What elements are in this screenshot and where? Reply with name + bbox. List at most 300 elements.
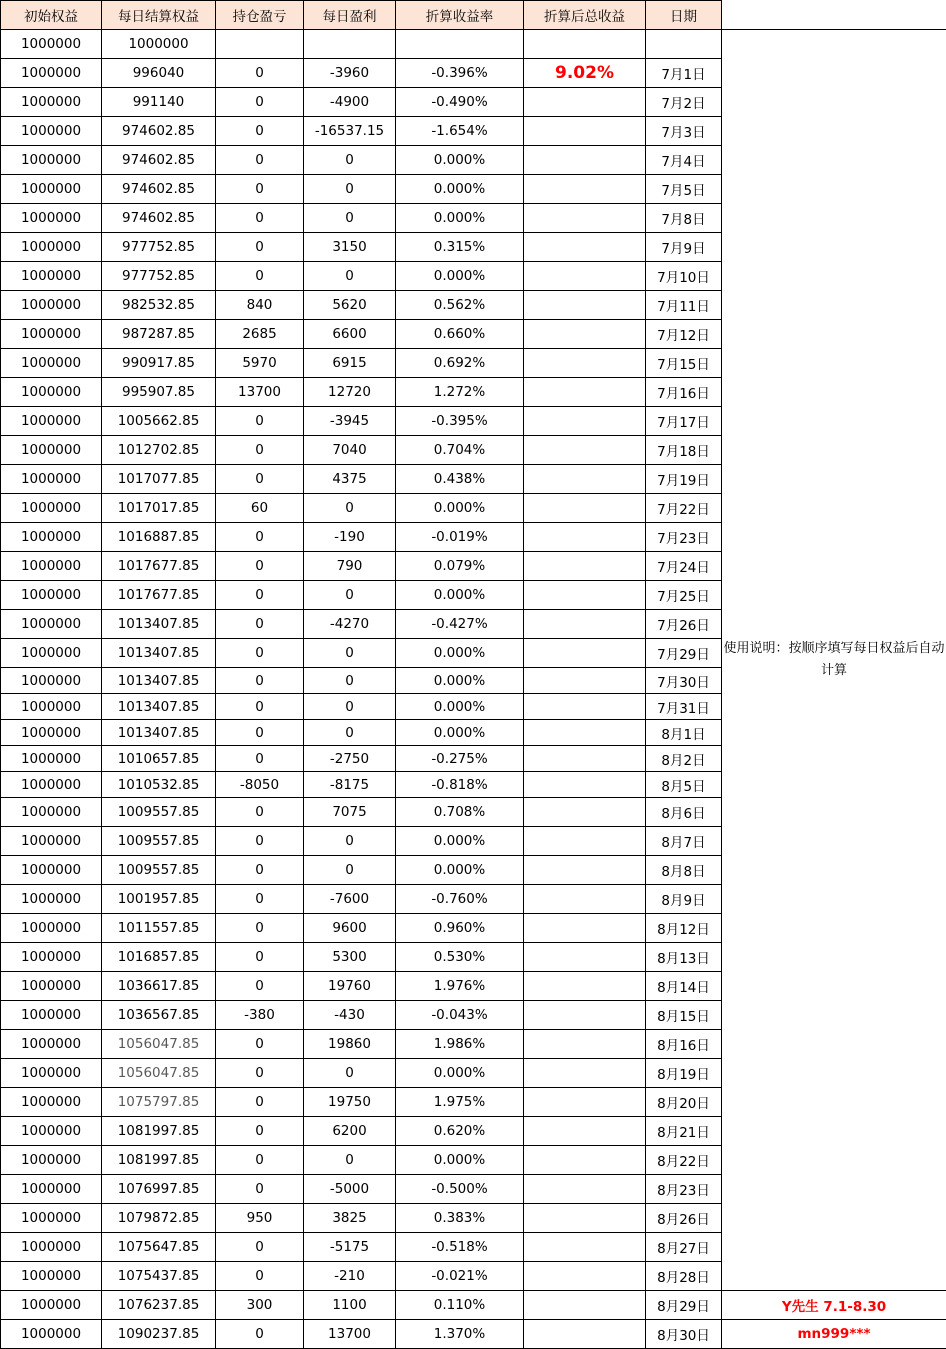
- date-cell[interactable]: 7月30日: [646, 668, 722, 694]
- daily-profit-cell[interactable]: 0: [304, 639, 396, 668]
- daily-profit-cell[interactable]: -430: [304, 1001, 396, 1030]
- total-return-cell[interactable]: [524, 1001, 646, 1030]
- settle-equity-cell[interactable]: 977752.85: [102, 233, 216, 262]
- header-cell[interactable]: 每日盈利: [304, 1, 396, 30]
- total-return-cell[interactable]: [524, 233, 646, 262]
- total-return-cell[interactable]: [524, 349, 646, 378]
- initial-equity-cell[interactable]: 1000000: [1, 943, 102, 972]
- initial-equity-cell[interactable]: 1000000: [1, 772, 102, 798]
- daily-profit-cell[interactable]: -16537.15: [304, 117, 396, 146]
- total-return-cell[interactable]: [524, 943, 646, 972]
- total-return-cell[interactable]: [524, 772, 646, 798]
- initial-equity-cell[interactable]: 1000000: [1, 856, 102, 885]
- total-return-cell[interactable]: [524, 1146, 646, 1175]
- settle-equity-cell[interactable]: 1011557.85: [102, 914, 216, 943]
- settle-equity-cell[interactable]: 1012702.85: [102, 436, 216, 465]
- settle-equity-cell[interactable]: 1075437.85: [102, 1262, 216, 1291]
- date-cell[interactable]: 8月9日: [646, 885, 722, 914]
- date-cell[interactable]: 7月3日: [646, 117, 722, 146]
- daily-profit-cell[interactable]: 6200: [304, 1117, 396, 1146]
- date-cell[interactable]: 7月9日: [646, 233, 722, 262]
- settle-equity-cell[interactable]: 974602.85: [102, 117, 216, 146]
- position-pnl-cell[interactable]: 0: [216, 204, 304, 233]
- initial-equity-cell[interactable]: 1000000: [1, 746, 102, 772]
- position-pnl-cell[interactable]: 840: [216, 291, 304, 320]
- settle-equity-cell[interactable]: 1009557.85: [102, 798, 216, 827]
- date-cell[interactable]: 8月22日: [646, 1146, 722, 1175]
- position-pnl-cell[interactable]: -8050: [216, 772, 304, 798]
- position-pnl-cell[interactable]: 0: [216, 914, 304, 943]
- daily-profit-cell[interactable]: 0: [304, 262, 396, 291]
- initial-equity-cell[interactable]: 1000000: [1, 610, 102, 639]
- position-pnl-cell[interactable]: 0: [216, 1262, 304, 1291]
- initial-equity-cell[interactable]: 1000000: [1, 204, 102, 233]
- initial-equity-cell[interactable]: 1000000: [1, 552, 102, 581]
- initial-equity-cell[interactable]: 1000000: [1, 262, 102, 291]
- return-rate-cell[interactable]: 0.000%: [396, 204, 524, 233]
- settle-equity-cell[interactable]: 1017077.85: [102, 465, 216, 494]
- daily-profit-cell[interactable]: 0: [304, 1146, 396, 1175]
- total-return-cell[interactable]: [524, 1320, 646, 1349]
- total-return-cell[interactable]: [524, 465, 646, 494]
- total-return-cell[interactable]: [524, 1059, 646, 1088]
- settle-equity-cell[interactable]: 1016857.85: [102, 943, 216, 972]
- daily-profit-cell[interactable]: 3825: [304, 1204, 396, 1233]
- daily-profit-cell[interactable]: 0: [304, 827, 396, 856]
- return-rate-cell[interactable]: 0.000%: [396, 1146, 524, 1175]
- return-rate-cell[interactable]: -0.019%: [396, 523, 524, 552]
- date-cell[interactable]: 8月12日: [646, 914, 722, 943]
- initial-equity-cell[interactable]: 1000000: [1, 668, 102, 694]
- date-cell[interactable]: 7月10日: [646, 262, 722, 291]
- initial-equity-cell[interactable]: 1000000: [1, 320, 102, 349]
- total-return-cell[interactable]: [524, 146, 646, 175]
- total-return-cell[interactable]: [524, 1204, 646, 1233]
- date-cell[interactable]: 8月15日: [646, 1001, 722, 1030]
- settle-equity-cell[interactable]: 990917.85: [102, 349, 216, 378]
- return-rate-cell[interactable]: -0.518%: [396, 1233, 524, 1262]
- daily-profit-cell[interactable]: 0: [304, 204, 396, 233]
- daily-profit-cell[interactable]: -4900: [304, 88, 396, 117]
- return-rate-cell[interactable]: 0.692%: [396, 349, 524, 378]
- date-cell[interactable]: 8月8日: [646, 856, 722, 885]
- daily-profit-cell[interactable]: -5000: [304, 1175, 396, 1204]
- return-rate-cell[interactable]: 0.000%: [396, 668, 524, 694]
- initial-equity-cell[interactable]: 1000000: [1, 175, 102, 204]
- initial-equity-cell[interactable]: 1000000: [1, 1146, 102, 1175]
- settle-equity-cell[interactable]: 1075797.85: [102, 1088, 216, 1117]
- return-rate-cell[interactable]: 0.000%: [396, 694, 524, 720]
- total-return-cell[interactable]: [524, 694, 646, 720]
- return-rate-cell[interactable]: -0.490%: [396, 88, 524, 117]
- total-return-cell[interactable]: [524, 117, 646, 146]
- date-cell[interactable]: 7月18日: [646, 436, 722, 465]
- settle-equity-cell[interactable]: 1000000: [102, 30, 216, 59]
- settle-equity-cell[interactable]: 991140: [102, 88, 216, 117]
- return-rate-cell[interactable]: -0.818%: [396, 772, 524, 798]
- return-rate-cell[interactable]: 0.000%: [396, 639, 524, 668]
- total-return-cell[interactable]: [524, 972, 646, 1001]
- settle-equity-cell[interactable]: 974602.85: [102, 175, 216, 204]
- initial-equity-cell[interactable]: 1000000: [1, 914, 102, 943]
- position-pnl-cell[interactable]: 5970: [216, 349, 304, 378]
- initial-equity-cell[interactable]: 1000000: [1, 465, 102, 494]
- initial-equity-cell[interactable]: 1000000: [1, 581, 102, 610]
- date-cell[interactable]: 8月6日: [646, 798, 722, 827]
- return-rate-cell[interactable]: 0.660%: [396, 320, 524, 349]
- return-rate-cell[interactable]: -0.396%: [396, 59, 524, 88]
- initial-equity-cell[interactable]: 1000000: [1, 494, 102, 523]
- date-cell[interactable]: 8月26日: [646, 1204, 722, 1233]
- total-return-cell[interactable]: [524, 291, 646, 320]
- settle-equity-cell[interactable]: 1017677.85: [102, 552, 216, 581]
- position-pnl-cell[interactable]: 0: [216, 233, 304, 262]
- position-pnl-cell[interactable]: 0: [216, 59, 304, 88]
- initial-equity-cell[interactable]: 1000000: [1, 407, 102, 436]
- return-rate-cell[interactable]: 0.438%: [396, 465, 524, 494]
- position-pnl-cell[interactable]: 0: [216, 746, 304, 772]
- position-pnl-cell[interactable]: 0: [216, 436, 304, 465]
- initial-equity-cell[interactable]: 1000000: [1, 1233, 102, 1262]
- date-cell[interactable]: 8月14日: [646, 972, 722, 1001]
- return-rate-cell[interactable]: 0.530%: [396, 943, 524, 972]
- return-rate-cell[interactable]: 0.000%: [396, 856, 524, 885]
- initial-equity-cell[interactable]: 1000000: [1, 378, 102, 407]
- initial-equity-cell[interactable]: 1000000: [1, 1030, 102, 1059]
- return-rate-cell[interactable]: 1.986%: [396, 1030, 524, 1059]
- total-return-cell[interactable]: [524, 746, 646, 772]
- empty-cell[interactable]: [722, 1, 946, 30]
- date-cell[interactable]: 7月26日: [646, 610, 722, 639]
- total-return-cell[interactable]: [524, 720, 646, 746]
- empty-cell[interactable]: [646, 30, 722, 59]
- daily-profit-cell[interactable]: 1100: [304, 1291, 396, 1320]
- initial-equity-cell[interactable]: 1000000: [1, 436, 102, 465]
- date-cell[interactable]: 8月7日: [646, 827, 722, 856]
- daily-profit-cell[interactable]: 0: [304, 720, 396, 746]
- date-cell[interactable]: 8月21日: [646, 1117, 722, 1146]
- initial-equity-cell[interactable]: 1000000: [1, 1291, 102, 1320]
- position-pnl-cell[interactable]: 0: [216, 856, 304, 885]
- settle-equity-cell[interactable]: 1013407.85: [102, 668, 216, 694]
- settle-equity-cell[interactable]: 1017677.85: [102, 581, 216, 610]
- total-return-cell[interactable]: [524, 262, 646, 291]
- position-pnl-cell[interactable]: 0: [216, 465, 304, 494]
- initial-equity-cell[interactable]: 1000000: [1, 88, 102, 117]
- initial-equity-cell[interactable]: 1000000: [1, 1001, 102, 1030]
- date-cell[interactable]: 8月28日: [646, 1262, 722, 1291]
- return-rate-cell[interactable]: 0.562%: [396, 291, 524, 320]
- daily-profit-cell[interactable]: 19860: [304, 1030, 396, 1059]
- initial-equity-cell[interactable]: 1000000: [1, 1088, 102, 1117]
- return-rate-cell[interactable]: 0.110%: [396, 1291, 524, 1320]
- position-pnl-cell[interactable]: 0: [216, 639, 304, 668]
- total-return-cell[interactable]: [524, 885, 646, 914]
- date-cell[interactable]: 7月4日: [646, 146, 722, 175]
- return-rate-cell[interactable]: -0.275%: [396, 746, 524, 772]
- position-pnl-cell[interactable]: -380: [216, 1001, 304, 1030]
- date-cell[interactable]: 8月2日: [646, 746, 722, 772]
- settle-equity-cell[interactable]: 1036617.85: [102, 972, 216, 1001]
- return-rate-cell[interactable]: 0.708%: [396, 798, 524, 827]
- position-pnl-cell[interactable]: 0: [216, 1175, 304, 1204]
- total-return-cell[interactable]: [524, 639, 646, 668]
- date-cell[interactable]: 8月20日: [646, 1088, 722, 1117]
- initial-equity-cell[interactable]: 1000000: [1, 720, 102, 746]
- position-pnl-cell[interactable]: 0: [216, 827, 304, 856]
- date-cell[interactable]: 8月19日: [646, 1059, 722, 1088]
- settle-equity-cell[interactable]: 1079872.85: [102, 1204, 216, 1233]
- settle-equity-cell[interactable]: 995907.85: [102, 378, 216, 407]
- date-cell[interactable]: 8月30日: [646, 1320, 722, 1349]
- initial-equity-cell[interactable]: 1000000: [1, 639, 102, 668]
- date-cell[interactable]: 8月5日: [646, 772, 722, 798]
- date-cell[interactable]: 8月23日: [646, 1175, 722, 1204]
- daily-profit-cell[interactable]: 0: [304, 494, 396, 523]
- initial-equity-cell[interactable]: 1000000: [1, 972, 102, 1001]
- daily-profit-cell[interactable]: 6600: [304, 320, 396, 349]
- return-rate-cell[interactable]: 0.000%: [396, 262, 524, 291]
- total-return-cell[interactable]: [524, 552, 646, 581]
- position-pnl-cell[interactable]: 300: [216, 1291, 304, 1320]
- date-cell[interactable]: 7月17日: [646, 407, 722, 436]
- settle-equity-cell[interactable]: 1009557.85: [102, 856, 216, 885]
- return-rate-cell[interactable]: 0.620%: [396, 1117, 524, 1146]
- return-rate-cell[interactable]: 0.000%: [396, 720, 524, 746]
- header-cell[interactable]: 每日结算权益: [102, 1, 216, 30]
- date-cell[interactable]: 7月31日: [646, 694, 722, 720]
- position-pnl-cell[interactable]: 60: [216, 494, 304, 523]
- initial-equity-cell[interactable]: 1000000: [1, 1204, 102, 1233]
- date-cell[interactable]: 7月12日: [646, 320, 722, 349]
- settle-equity-cell[interactable]: 1009557.85: [102, 827, 216, 856]
- settle-equity-cell[interactable]: 1013407.85: [102, 610, 216, 639]
- position-pnl-cell[interactable]: 0: [216, 1146, 304, 1175]
- settle-equity-cell[interactable]: 1013407.85: [102, 720, 216, 746]
- position-pnl-cell[interactable]: 0: [216, 1320, 304, 1349]
- daily-profit-cell[interactable]: 19760: [304, 972, 396, 1001]
- initial-equity-cell[interactable]: 1000000: [1, 827, 102, 856]
- return-rate-cell[interactable]: 1.370%: [396, 1320, 524, 1349]
- initial-equity-cell[interactable]: 1000000: [1, 694, 102, 720]
- position-pnl-cell[interactable]: 0: [216, 972, 304, 1001]
- return-rate-cell[interactable]: 0.315%: [396, 233, 524, 262]
- date-cell[interactable]: 7月22日: [646, 494, 722, 523]
- daily-profit-cell[interactable]: 0: [304, 146, 396, 175]
- daily-profit-cell[interactable]: -8175: [304, 772, 396, 798]
- date-cell[interactable]: 8月27日: [646, 1233, 722, 1262]
- position-pnl-cell[interactable]: 2685: [216, 320, 304, 349]
- header-cell[interactable]: 初始权益: [1, 1, 102, 30]
- settle-equity-cell[interactable]: 1013407.85: [102, 639, 216, 668]
- date-cell[interactable]: 7月11日: [646, 291, 722, 320]
- footer-period-cell[interactable]: Y先生 7.1-8.30: [722, 1291, 946, 1320]
- daily-profit-cell[interactable]: 5620: [304, 291, 396, 320]
- date-cell[interactable]: 8月1日: [646, 720, 722, 746]
- initial-equity-cell[interactable]: 1000000: [1, 1117, 102, 1146]
- initial-equity-cell[interactable]: 1000000: [1, 30, 102, 59]
- daily-profit-cell[interactable]: -3960: [304, 59, 396, 88]
- position-pnl-cell[interactable]: 0: [216, 262, 304, 291]
- total-return-cell[interactable]: [524, 798, 646, 827]
- total-return-cell[interactable]: [524, 1088, 646, 1117]
- total-return-cell[interactable]: [524, 856, 646, 885]
- header-cell[interactable]: 持仓盈亏: [216, 1, 304, 30]
- total-return-cell[interactable]: [524, 407, 646, 436]
- position-pnl-cell[interactable]: 0: [216, 146, 304, 175]
- settle-equity-cell[interactable]: 987287.85: [102, 320, 216, 349]
- position-pnl-cell[interactable]: 0: [216, 581, 304, 610]
- return-rate-cell[interactable]: -0.760%: [396, 885, 524, 914]
- date-cell[interactable]: 8月13日: [646, 943, 722, 972]
- total-return-cell[interactable]: 9.02%: [524, 59, 646, 88]
- total-return-cell[interactable]: [524, 204, 646, 233]
- total-return-cell[interactable]: [524, 320, 646, 349]
- return-rate-cell[interactable]: 0.079%: [396, 552, 524, 581]
- date-cell[interactable]: 7月25日: [646, 581, 722, 610]
- total-return-cell[interactable]: [524, 1175, 646, 1204]
- header-cell[interactable]: 日期: [646, 1, 722, 30]
- daily-profit-cell[interactable]: -2750: [304, 746, 396, 772]
- settle-equity-cell[interactable]: 1056047.85: [102, 1030, 216, 1059]
- total-return-cell[interactable]: [524, 827, 646, 856]
- date-cell[interactable]: 7月2日: [646, 88, 722, 117]
- daily-profit-cell[interactable]: 4375: [304, 465, 396, 494]
- settle-equity-cell[interactable]: 1081997.85: [102, 1146, 216, 1175]
- position-pnl-cell[interactable]: 950: [216, 1204, 304, 1233]
- daily-profit-cell[interactable]: -7600: [304, 885, 396, 914]
- daily-profit-cell[interactable]: 6915: [304, 349, 396, 378]
- total-return-cell[interactable]: [524, 1262, 646, 1291]
- position-pnl-cell[interactable]: 0: [216, 1233, 304, 1262]
- date-cell[interactable]: 8月29日: [646, 1291, 722, 1320]
- position-pnl-cell[interactable]: 0: [216, 407, 304, 436]
- position-pnl-cell[interactable]: 0: [216, 1117, 304, 1146]
- daily-profit-cell[interactable]: 790: [304, 552, 396, 581]
- initial-equity-cell[interactable]: 1000000: [1, 1059, 102, 1088]
- total-return-cell[interactable]: [524, 494, 646, 523]
- total-return-cell[interactable]: [524, 1233, 646, 1262]
- settle-equity-cell[interactable]: 1036567.85: [102, 1001, 216, 1030]
- initial-equity-cell[interactable]: 1000000: [1, 117, 102, 146]
- initial-equity-cell[interactable]: 1000000: [1, 291, 102, 320]
- total-return-cell[interactable]: [524, 581, 646, 610]
- daily-profit-cell[interactable]: 19750: [304, 1088, 396, 1117]
- date-cell[interactable]: 7月1日: [646, 59, 722, 88]
- header-cell[interactable]: 折算收益率: [396, 1, 524, 30]
- return-rate-cell[interactable]: -1.654%: [396, 117, 524, 146]
- initial-equity-cell[interactable]: 1000000: [1, 885, 102, 914]
- initial-equity-cell[interactable]: 1000000: [1, 233, 102, 262]
- return-rate-cell[interactable]: 0.000%: [396, 146, 524, 175]
- daily-profit-cell[interactable]: -4270: [304, 610, 396, 639]
- total-return-cell[interactable]: [524, 175, 646, 204]
- return-rate-cell[interactable]: 0.704%: [396, 436, 524, 465]
- note-cell[interactable]: [722, 30, 946, 1291]
- daily-profit-cell[interactable]: 3150: [304, 233, 396, 262]
- date-cell[interactable]: 7月24日: [646, 552, 722, 581]
- daily-profit-cell[interactable]: 13700: [304, 1320, 396, 1349]
- position-pnl-cell[interactable]: 0: [216, 552, 304, 581]
- settle-equity-cell[interactable]: 1090237.85: [102, 1320, 216, 1349]
- settle-equity-cell[interactable]: 1010532.85: [102, 772, 216, 798]
- position-pnl-cell[interactable]: 13700: [216, 378, 304, 407]
- position-pnl-cell[interactable]: 0: [216, 943, 304, 972]
- date-cell[interactable]: 7月19日: [646, 465, 722, 494]
- position-pnl-cell[interactable]: 0: [216, 694, 304, 720]
- return-rate-cell[interactable]: -0.395%: [396, 407, 524, 436]
- settle-equity-cell[interactable]: 974602.85: [102, 146, 216, 175]
- settle-equity-cell[interactable]: 1017017.85: [102, 494, 216, 523]
- position-pnl-cell[interactable]: 0: [216, 720, 304, 746]
- settle-equity-cell[interactable]: 982532.85: [102, 291, 216, 320]
- position-pnl-cell[interactable]: 0: [216, 885, 304, 914]
- daily-profit-cell[interactable]: 0: [304, 856, 396, 885]
- settle-equity-cell[interactable]: 977752.85: [102, 262, 216, 291]
- position-pnl-cell[interactable]: 0: [216, 1059, 304, 1088]
- total-return-cell[interactable]: [524, 1117, 646, 1146]
- settle-equity-cell[interactable]: 1013407.85: [102, 694, 216, 720]
- initial-equity-cell[interactable]: 1000000: [1, 1262, 102, 1291]
- initial-equity-cell[interactable]: 1000000: [1, 798, 102, 827]
- total-return-cell[interactable]: [524, 523, 646, 552]
- header-cell[interactable]: 折算后总收益: [524, 1, 646, 30]
- return-rate-cell[interactable]: 1.976%: [396, 972, 524, 1001]
- date-cell[interactable]: 7月23日: [646, 523, 722, 552]
- return-rate-cell[interactable]: -0.021%: [396, 1262, 524, 1291]
- date-cell[interactable]: 8月16日: [646, 1030, 722, 1059]
- settle-equity-cell[interactable]: 1076997.85: [102, 1175, 216, 1204]
- empty-cell[interactable]: [524, 30, 646, 59]
- footer-account-cell[interactable]: mn999***: [722, 1320, 946, 1349]
- daily-profit-cell[interactable]: 0: [304, 175, 396, 204]
- daily-profit-cell[interactable]: -5175: [304, 1233, 396, 1262]
- daily-profit-cell[interactable]: -210: [304, 1262, 396, 1291]
- position-pnl-cell[interactable]: 0: [216, 798, 304, 827]
- daily-profit-cell[interactable]: 0: [304, 581, 396, 610]
- return-rate-cell[interactable]: 1.272%: [396, 378, 524, 407]
- return-rate-cell[interactable]: -0.043%: [396, 1001, 524, 1030]
- daily-profit-cell[interactable]: 0: [304, 1059, 396, 1088]
- settle-equity-cell[interactable]: 1016887.85: [102, 523, 216, 552]
- settle-equity-cell[interactable]: 1076237.85: [102, 1291, 216, 1320]
- position-pnl-cell[interactable]: 0: [216, 610, 304, 639]
- position-pnl-cell[interactable]: 0: [216, 668, 304, 694]
- return-rate-cell[interactable]: 0.383%: [396, 1204, 524, 1233]
- settle-equity-cell[interactable]: 996040: [102, 59, 216, 88]
- return-rate-cell[interactable]: 0.000%: [396, 581, 524, 610]
- total-return-cell[interactable]: [524, 610, 646, 639]
- initial-equity-cell[interactable]: 1000000: [1, 1175, 102, 1204]
- total-return-cell[interactable]: [524, 668, 646, 694]
- total-return-cell[interactable]: [524, 1291, 646, 1320]
- return-rate-cell[interactable]: -0.427%: [396, 610, 524, 639]
- total-return-cell[interactable]: [524, 378, 646, 407]
- daily-profit-cell[interactable]: 0: [304, 668, 396, 694]
- empty-cell[interactable]: [396, 30, 524, 59]
- initial-equity-cell[interactable]: 1000000: [1, 59, 102, 88]
- return-rate-cell[interactable]: 0.000%: [396, 494, 524, 523]
- daily-profit-cell[interactable]: 12720: [304, 378, 396, 407]
- empty-cell[interactable]: [216, 30, 304, 59]
- return-rate-cell[interactable]: 0.000%: [396, 1059, 524, 1088]
- return-rate-cell[interactable]: 1.975%: [396, 1088, 524, 1117]
- date-cell[interactable]: 7月15日: [646, 349, 722, 378]
- settle-equity-cell[interactable]: 1001957.85: [102, 885, 216, 914]
- daily-profit-cell[interactable]: 7040: [304, 436, 396, 465]
- settle-equity-cell[interactable]: 1056047.85: [102, 1059, 216, 1088]
- daily-profit-cell[interactable]: 9600: [304, 914, 396, 943]
